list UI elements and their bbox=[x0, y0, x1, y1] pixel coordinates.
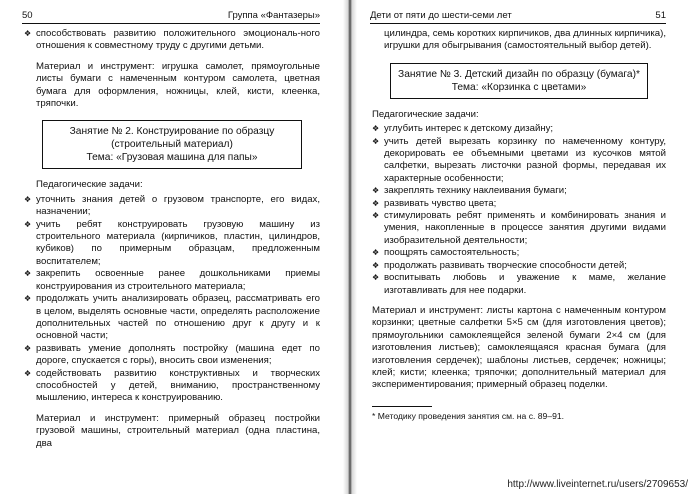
list-item bbox=[372, 272, 666, 297]
continuation-paragraph: цилиндра, семь коротких кирпичиков, два длинных кирпичика), игрушки для обыгрывания (самостоятельный выбор детей). bbox=[384, 28, 666, 52]
left-running-title: Группа «Фантазеры» bbox=[227, 10, 320, 21]
bullet-icon: ❖ bbox=[372, 260, 380, 270]
list-item bbox=[24, 28, 320, 53]
list-item bbox=[24, 368, 320, 405]
bullet-icon: ❖ bbox=[24, 194, 32, 204]
lesson-subtitle-line: (строительный материал) bbox=[111, 139, 233, 151]
lesson-theme-line: Тема: «Грузовая машина для папы» bbox=[86, 152, 258, 164]
lesson-title-line: Занятие № 2. Конструирование по образцу bbox=[69, 126, 275, 138]
left-page-header bbox=[22, 10, 320, 24]
bullet-icon: ❖ bbox=[24, 368, 32, 378]
task-text: углубить интерес к детскому дизайну; bbox=[384, 123, 554, 135]
tasks-list bbox=[372, 123, 666, 297]
bullet-icon: ❖ bbox=[372, 136, 380, 146]
footnote: * Методику проведения занятия см. на с. 89–91. bbox=[372, 410, 565, 421]
footnote-divider bbox=[372, 406, 432, 407]
left-page-number: 50 bbox=[22, 10, 33, 21]
list-item bbox=[24, 343, 320, 368]
list-item bbox=[372, 123, 666, 135]
task-text: стимулировать ребят применять и комбинировать знания и умения, накопленные в процессе занятия другими видами изобразительной деятельности; bbox=[384, 210, 666, 246]
list-item bbox=[372, 260, 666, 272]
list-item bbox=[372, 185, 666, 197]
lesson-title-box bbox=[42, 120, 302, 169]
task-text: содействовать развитию конструктивных и творческих способностей у детей, вниманию, пространственному мышлению, интереса к конструированию. bbox=[36, 367, 320, 404]
bullet-icon: ❖ bbox=[372, 248, 380, 258]
list-item bbox=[24, 219, 320, 269]
lesson-theme-line: Тема: «Корзинка с цветами» bbox=[451, 81, 587, 93]
list-item bbox=[372, 136, 666, 186]
material-paragraph: Материал и инструмент: листы картона с намеченным контуром корзинки; цветные салфетки 5×5 см (для изготовления цветов); прямоугольники самоклеящейся зеленой бумаги 2×4 см (для изготовления листьев); самоклеящаяся красная бумага (для изготовления сердечек); шаблоны листьев, сердечек; ножницы; клей; кисти; клеенка; тряпочки; дополнительный материал для экспериментирования; примерный образец поделки. bbox=[372, 304, 666, 391]
right-page bbox=[350, 0, 700, 494]
bullet-icon: ❖ bbox=[372, 186, 380, 196]
bullet-icon: ❖ bbox=[24, 269, 32, 279]
right-running-title: Дети от пяти до шести-семи лет bbox=[370, 10, 512, 21]
task-text: закрепить освоенные ранее дошкольниками приемы конструирования из строительного материала; bbox=[36, 268, 320, 292]
bullet-icon: ❖ bbox=[372, 211, 380, 221]
task-text: развивать чувство цвета; bbox=[384, 197, 497, 209]
left-page-body bbox=[24, 28, 320, 450]
task-text: воспитывать любовь и уважение к маме, желание изготавливать для нее подарки. bbox=[384, 272, 666, 296]
tasks-list bbox=[24, 194, 320, 405]
task-text: учить детей вырезать корзинку по намеченному контуру, декорировать ее объемными цветами из кусочков мятой салфетки, вырезать листочки разной формы, передавая их характерные особенности; bbox=[384, 135, 666, 184]
right-page-body bbox=[372, 28, 666, 422]
lesson-title-box bbox=[390, 63, 648, 99]
task-text: продолжать развивать творческие способности детей; bbox=[384, 259, 627, 271]
bullet-icon: ❖ bbox=[372, 124, 380, 134]
task-text: продолжать учить анализировать образец, рассматривать его в целом, выделять основные части, определять расположение дополнительных частей по отношению друг к другу и к основной части; bbox=[36, 293, 320, 342]
task-text: уточнить знания детей о грузовом транспорте, его видах, назначении; bbox=[36, 193, 320, 218]
list-item bbox=[24, 194, 320, 219]
list-item bbox=[372, 247, 666, 259]
material-paragraph: Материал и инструмент: примерный образец постройки грузовой машины, строительный материал (одна пластина, два bbox=[36, 412, 320, 449]
bullet-icon: ❖ bbox=[372, 198, 380, 208]
task-text: развивать умение дополнять постройку (машина едет по дороге, спускается с горы), вносить свои изменения; bbox=[36, 342, 320, 367]
list-item bbox=[372, 198, 666, 210]
bullet-text: способствовать развитию положительного эмоциональ-ного отношения к совместному труду с другими детьми. bbox=[36, 28, 320, 52]
list-item bbox=[24, 293, 320, 343]
list-item bbox=[24, 268, 320, 293]
right-page-header bbox=[370, 10, 666, 24]
lesson-title-line: Занятие № 3. Детский дизайн по образцу (бумага)* bbox=[398, 68, 640, 80]
task-text: закреплять технику наклеивания бумаги; bbox=[384, 185, 567, 197]
bullet-icon: ❖ bbox=[24, 29, 32, 38]
watermark-url: http://www.liveinternet.ru/users/2709653/ bbox=[507, 479, 688, 490]
bullet-icon: ❖ bbox=[24, 219, 32, 229]
bullet-icon: ❖ bbox=[24, 294, 32, 304]
bullet-icon: ❖ bbox=[372, 273, 380, 283]
task-text: поощрять самостоятельность; bbox=[384, 247, 520, 259]
tasks-heading: Педагогические задачи: bbox=[36, 179, 143, 191]
task-text: учить ребят конструировать грузовую машину из строительного материала (кирпичиков, пластин, цилиндров, кубиков) по примерным образцам, предложенным воспитателем; bbox=[36, 218, 320, 267]
list-item bbox=[372, 210, 666, 247]
tasks-heading: Педагогические задачи: bbox=[372, 108, 479, 120]
material-paragraph: Материал и инструмент: игрушка самолет, прямоугольные листы бумаги с намеченным контуром самолета, цветная бумага для оформления, ножницы, клей, кисти, клеенка, тряпочки. bbox=[36, 60, 320, 110]
bullet-icon: ❖ bbox=[24, 343, 32, 353]
right-page-number: 51 bbox=[655, 10, 666, 21]
